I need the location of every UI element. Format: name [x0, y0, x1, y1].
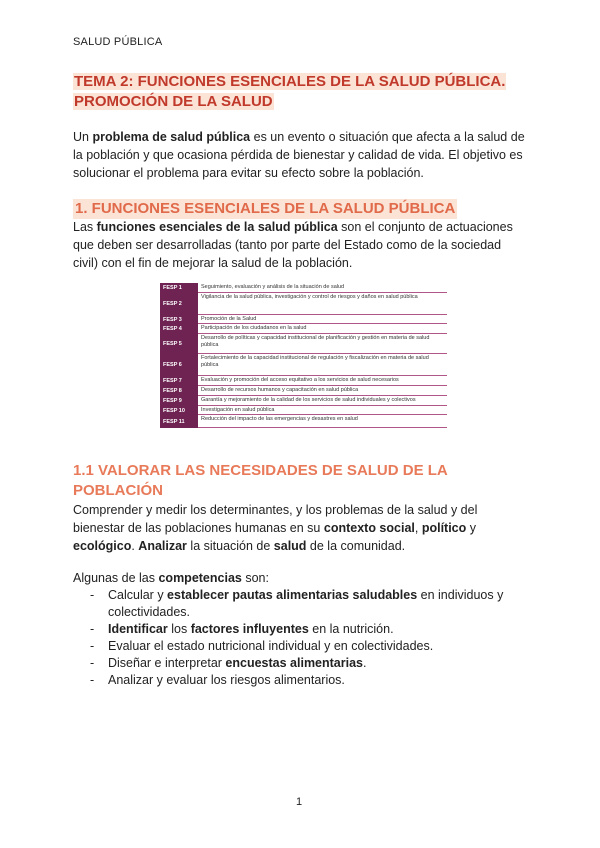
section-1-1-paragraph: [73, 501, 528, 555]
intro-text: Un: [73, 130, 93, 144]
figure-row: [160, 386, 447, 396]
s11-b5: salud: [273, 539, 307, 553]
fesp-table-figure: [160, 283, 447, 437]
section-1-paragraph: [73, 218, 528, 272]
competencias-list: [90, 587, 530, 689]
list-item: - Analizar y evaluar los riesgos alimentarios.: [90, 672, 530, 689]
figure-row-code: FESP 4: [160, 324, 198, 334]
figure-row-code: FESP 6: [160, 354, 198, 376]
figure-row-code: FESP 3: [160, 315, 198, 324]
intro-paragraph: [73, 128, 528, 182]
page-number: 1: [296, 796, 303, 808]
s1-bold: funciones esenciales de la salud pública: [96, 220, 338, 234]
comp-text: Algunas de las: [73, 571, 159, 585]
list-item: - Evaluar el estado nutricional individual y en colectividades.: [90, 638, 530, 655]
figure-row: [160, 334, 447, 354]
s11-t6: de la comunidad.: [306, 539, 406, 553]
figure-row-desc: Investigación en salud pública: [198, 406, 447, 415]
comp-bold: competencias: [158, 571, 242, 585]
s1-text: Las: [73, 220, 97, 234]
section-1-1-heading: 1.1 VALORAR LAS NECESIDADES DE SALUD DE LA POBLACIÓN: [73, 462, 448, 499]
figure-row-desc: Desarrollo de políticas y capacidad institucional de planificación y gestión en materia de salud pública: [198, 334, 447, 354]
figure-row: [160, 293, 447, 315]
figure-row-desc: Desarrollo de recursos humanos y capacitación en salud pública: [198, 386, 447, 396]
section-1-heading: 1. FUNCIONES ESENCIALES DE LA SALUD PÚBLICA: [75, 200, 456, 217]
s11-t4: .: [131, 539, 139, 553]
figure-row-desc: Seguimiento, evaluación y análisis de la situación de salud: [198, 283, 447, 293]
list-item: - Diseñar e interpretar encuestas alimentarias.: [90, 655, 530, 672]
figure-row-desc: Garantía y mejoramiento de la calidad de los servicios de salud individuales y colectivos: [198, 396, 447, 406]
figure-row: [160, 315, 447, 324]
figure-row-code: FESP 7: [160, 376, 198, 386]
figure-row-code: FESP 9: [160, 396, 198, 406]
figure-row: [160, 415, 447, 428]
figure-row-desc: Evaluación y promoción del acceso equitativo a los servicios de salud necesarios: [198, 376, 447, 386]
s11-t5: la situación de: [186, 539, 274, 553]
s1-text-rest: son el conjunto de actuaciones que deben ser desarrolladas (tanto por parte del Estado como de la sociedad civil) con el fin de mejorar la salud de la población.: [73, 220, 513, 270]
figure-row: [160, 406, 447, 415]
figure-row-desc: Participación de los ciudadanos en la salud: [198, 324, 447, 334]
figure-row: [160, 324, 447, 334]
s11-t1: Comprender y medir los determinantes, y los problemas de la salud y del bienestar de las poblaciones humanas en su: [73, 503, 478, 535]
figure-row-code: FESP 5: [160, 334, 198, 354]
s11-b1: contexto social: [323, 521, 415, 535]
s11-b2: político: [421, 521, 467, 535]
s11-t3: y: [466, 521, 477, 535]
figure-row: [160, 376, 447, 386]
document-title: [73, 72, 523, 112]
figure-row-code: FESP 8: [160, 386, 198, 396]
figure-row: [160, 283, 447, 293]
competencias-intro: [73, 569, 528, 587]
s11-b3: ecológico: [73, 539, 132, 553]
comp-text-rest: son:: [241, 571, 269, 585]
figure-row: [160, 354, 447, 376]
s11-b4: Analizar: [138, 539, 187, 553]
list-item: - Identificar los factores influyentes en la nutrición.: [90, 621, 530, 638]
figure-row-desc: Reducción del impacto de las emergencias y desastres en salud: [198, 415, 447, 428]
figure-row-desc: Fortalecimiento de la capacidad institucional de regulación y fiscalización en materia de salud pública: [198, 354, 447, 376]
figure-row-code: FESP 2: [160, 293, 198, 315]
s11-t2: ,: [414, 521, 422, 535]
intro-bold: problema de salud pública: [92, 130, 251, 144]
title-line-1: TEMA 2: FUNCIONES ESENCIALES DE LA SALUD PÚBLICA.: [74, 73, 506, 90]
running-header: SALUD PÚBLICA: [73, 36, 163, 48]
intro-text-rest: es un evento o situación que afecta a la salud de la población y que ocasiona pérdida de bienestar y calidad de vida. El objetivo es solucionar el problema para evitar su efecto sobre la población.: [73, 130, 525, 180]
figure-row-code: FESP 10: [160, 406, 198, 415]
figure-row-desc: Vigilancia de la salud pública, investigación y control de riesgos y daños en salud pública: [198, 293, 447, 315]
figure-row: [160, 396, 447, 406]
figure-row-code: FESP 1: [160, 283, 198, 293]
figure-row-code: FESP 11: [160, 415, 198, 428]
title-line-2: PROMOCIÓN DE LA SALUD: [74, 93, 273, 110]
list-item: - Calcular y establecer pautas alimentarias saludables en individuos y colectividades.: [90, 587, 530, 621]
figure-row-desc: Promoción de la Salud: [198, 315, 447, 324]
